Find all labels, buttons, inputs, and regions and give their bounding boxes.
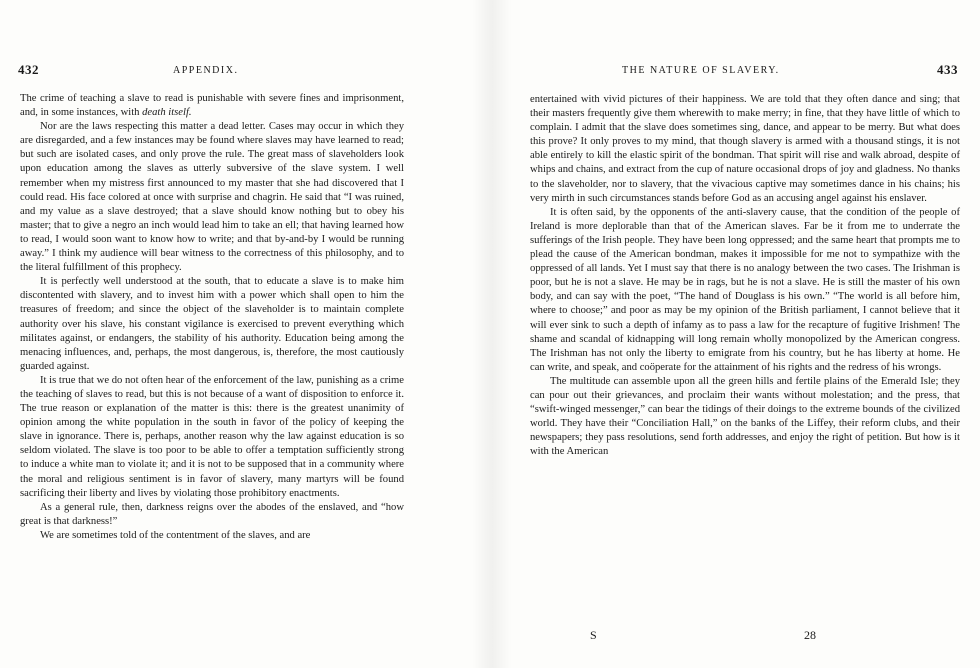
right-page-header	[530, 64, 958, 80]
paragraph: Nor are the laws respecting this matter a dead letter. Cases may occur in which they are disregarded, and a few instances may be found where slaves may have learned to read; but such are isolated cases, and only prove the rule. The great mass of slaveholders look upon education among the slaves as utterly subversive of the slave system. I well remember when my mistress first announced to my master that she had discovered that I could read. His face colored at once with surprise and chagrin. He said that “I was ruined, and my value as a slave destroyed; that a slave should know nothing but to obey his master; that to give a negro an inch would lead him to take an ell; that having learned how to read, I would soon want to know how to write; and that by-and-by I would be running away.” I think my audience will bear witness to the correctness of this philosophy, and to the literal fulfillment of this prophecy.	[20, 121, 404, 274]
paragraph: As a general rule, then, darkness reigns over the abodes of the enslaved, and “how great is that darkness!”	[20, 501, 404, 527]
paragraph: The crime of teaching a slave to read is punishable with severe fines and imprisonment, and, in some instances, with death itself.	[20, 93, 404, 119]
paragraph: It is often said, by the opponents of the anti-slavery cause, that the condition of the people of Ireland is more deplorable than that of the American slaves. Far be it from me to underrate the sufferings of the Irish people. They have been long oppressed; and the same heart that prompts me to plead the cause of the American bondman, makes it impossible for me not to sympathize with the oppressed of all lands. Yet I must say that there is no analogy between the two cases. The Irishman is poor, but he is not a slave. He may be in rags, but he is not a slave. He is still the master of his own body, and can say with the poet, “The hand of Douglass is his own.” “The world is all before him, where to choose;” and poor as may be my opinion of the British parliament, I cannot believe that it will ever sink to such a depth of infamy as to pass a law for the recapture of fugitive Irishmen! The shame and scandal of kidnapping will long remain wholly monopolized by the American congress. The Irishman has not only the liberty to emigrate from his country, but he has liberty at home. He can write, and speak, and coöperate for the attainment of his rights and the redress of his wrongs.	[530, 206, 960, 373]
paragraph: We are sometimes told of the contentment of the slaves, and are	[40, 529, 311, 541]
left-page-body	[20, 92, 404, 543]
page-number: 432	[18, 62, 39, 77]
running-head: THE NATURE OF SLAVERY.	[622, 65, 780, 76]
signature-mark: S	[590, 628, 597, 642]
paragraph: entertained with vivid pictures of their happiness. We are told that they often dance and sing; that their masters frequently give them wherewith to make merry; in fine, that they have little of which to complain. I admit that the slave does sometimes sing, dance, and appear to be merry. But what does this prove? It only proves to my mind, that though slavery is armed with a thousand stings, it is not able entirely to kill the elastic spirit of the bondman. That spirit will rise and walk abroad, despite of whips and chains, and extract from the cup of nature occasional drops of joy and gladness. No thanks to the slaveholder, nor to slavery, that the vivacious captive may sometimes dance in his chains; his very mirth in such circumstances stands before God as an accusing angel against his enslaver.	[530, 94, 960, 204]
right-page	[490, 0, 980, 668]
left-page-header	[18, 64, 410, 80]
running-head: APPENDIX.	[173, 65, 239, 76]
paragraph: It is perfectly well understood at the south, that to educate a slave is to make him discontented with slavery, and to invest him with a power which shall open to him the treasures of freedom; and since the object of the slaveholder is to maintain complete authority over his slave, his constant vigilance is exercised to prevent everything which militates against, or endangers, the stability of his authority. Education being among the menacing influences, and, perhaps, the most dangerous, is, therefore, the most cautiously guarded against.	[20, 276, 404, 372]
paragraph: The multitude can assemble upon all the green hills and fertile plains of the Emerald Isle; they can pour out their grievances, and proclaim their wants without molestation; and the press, that “swift-winged messenger,” can bear the tidings of their doings to the extreme bounds of the civilized world. They have their “Conciliation Hall,” on the banks of the Liffey, their reform clubs, and their newspapers; they pass resolutions, send forth addresses, and enjoy the right of petition. But how is it with the American	[530, 375, 960, 458]
signature-number: 28	[804, 628, 816, 642]
italic-phrase: death itself.	[142, 107, 192, 119]
page-number: 433	[937, 62, 958, 77]
right-page-body	[530, 93, 960, 459]
paragraph: It is true that we do not often hear of the enforcement of the law, punishing as a crime the teaching of slaves to read, but this is not because of a want of disposition to enforce it. The true reason or explanation of the matter is this: there is the greatest unanimity of opinion among the white population in the south in favor of the policy of keeping the slave in ignorance. There is, perhaps, another reason why the law against education is so seldom violated. The slave is too poor to be able to offer a temptation sufficiently strong to induce a white man to violate it; and it is not to be supposed that in a community where the moral and religious sentiment is in favor of slavery, many martyrs will be found sacrificing their liberty and lives by violating those prohibitory enactments.	[20, 374, 404, 499]
